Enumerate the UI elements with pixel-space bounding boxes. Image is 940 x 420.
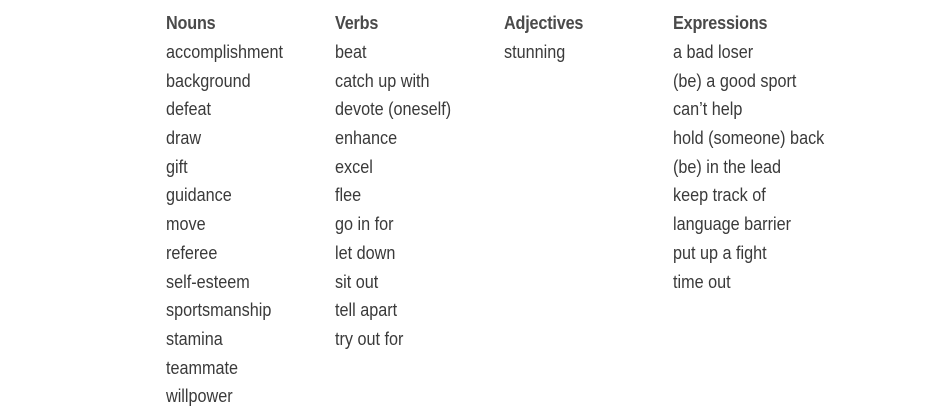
list-item: language barrier xyxy=(673,214,791,235)
list-item: a bad loser xyxy=(673,42,754,62)
list-item: sportsmanship xyxy=(166,300,272,321)
list-item: enhance xyxy=(335,128,398,149)
list-item: let down xyxy=(335,242,396,263)
list-item: catch up with xyxy=(335,70,430,91)
list-item: accomplishment xyxy=(166,42,284,62)
list-item: defeat xyxy=(166,99,212,120)
nouns-list xyxy=(166,38,335,411)
adjectives-list xyxy=(504,38,673,67)
list-item: background xyxy=(166,70,251,91)
list-item: go in for xyxy=(335,214,394,235)
list-item: sit out xyxy=(335,271,379,292)
column-adjectives xyxy=(504,12,673,411)
list-item: gift xyxy=(166,156,188,177)
list-item: (be) a good sport xyxy=(673,70,797,91)
list-item: time out xyxy=(673,271,731,292)
list-item: willpower xyxy=(166,386,233,407)
column-expressions xyxy=(673,12,873,411)
column-nouns xyxy=(166,12,335,411)
column-heading-nouns: Nouns xyxy=(166,13,216,33)
list-item: (be) in the lead xyxy=(673,156,782,177)
column-heading-expressions: Expressions xyxy=(673,13,768,33)
list-item: excel xyxy=(335,156,373,177)
verbs-list xyxy=(335,38,504,354)
list-item: stamina xyxy=(166,328,223,349)
column-verbs xyxy=(335,12,504,411)
list-item: stunning xyxy=(504,42,566,62)
list-item: hold (someone) back xyxy=(673,128,825,149)
list-item: guidance xyxy=(166,185,232,206)
list-item: flee xyxy=(335,185,362,206)
list-item: teammate xyxy=(166,357,239,378)
list-item: try out for xyxy=(335,328,404,349)
list-item: draw xyxy=(166,128,202,149)
list-item: move xyxy=(166,214,206,235)
list-item: beat xyxy=(335,42,367,62)
list-item: keep track of xyxy=(673,185,766,206)
list-item: self-esteem xyxy=(166,271,250,292)
vocabulary-table xyxy=(166,12,873,411)
expressions-list xyxy=(673,38,873,296)
column-heading-verbs: Verbs xyxy=(335,13,379,33)
column-heading-adjectives: Adjectives xyxy=(504,13,584,33)
list-item: can’t help xyxy=(673,99,743,120)
list-item: put up a fight xyxy=(673,242,767,263)
list-item: devote (oneself) xyxy=(335,99,452,120)
list-item: referee xyxy=(166,242,218,263)
list-item: tell apart xyxy=(335,300,398,321)
